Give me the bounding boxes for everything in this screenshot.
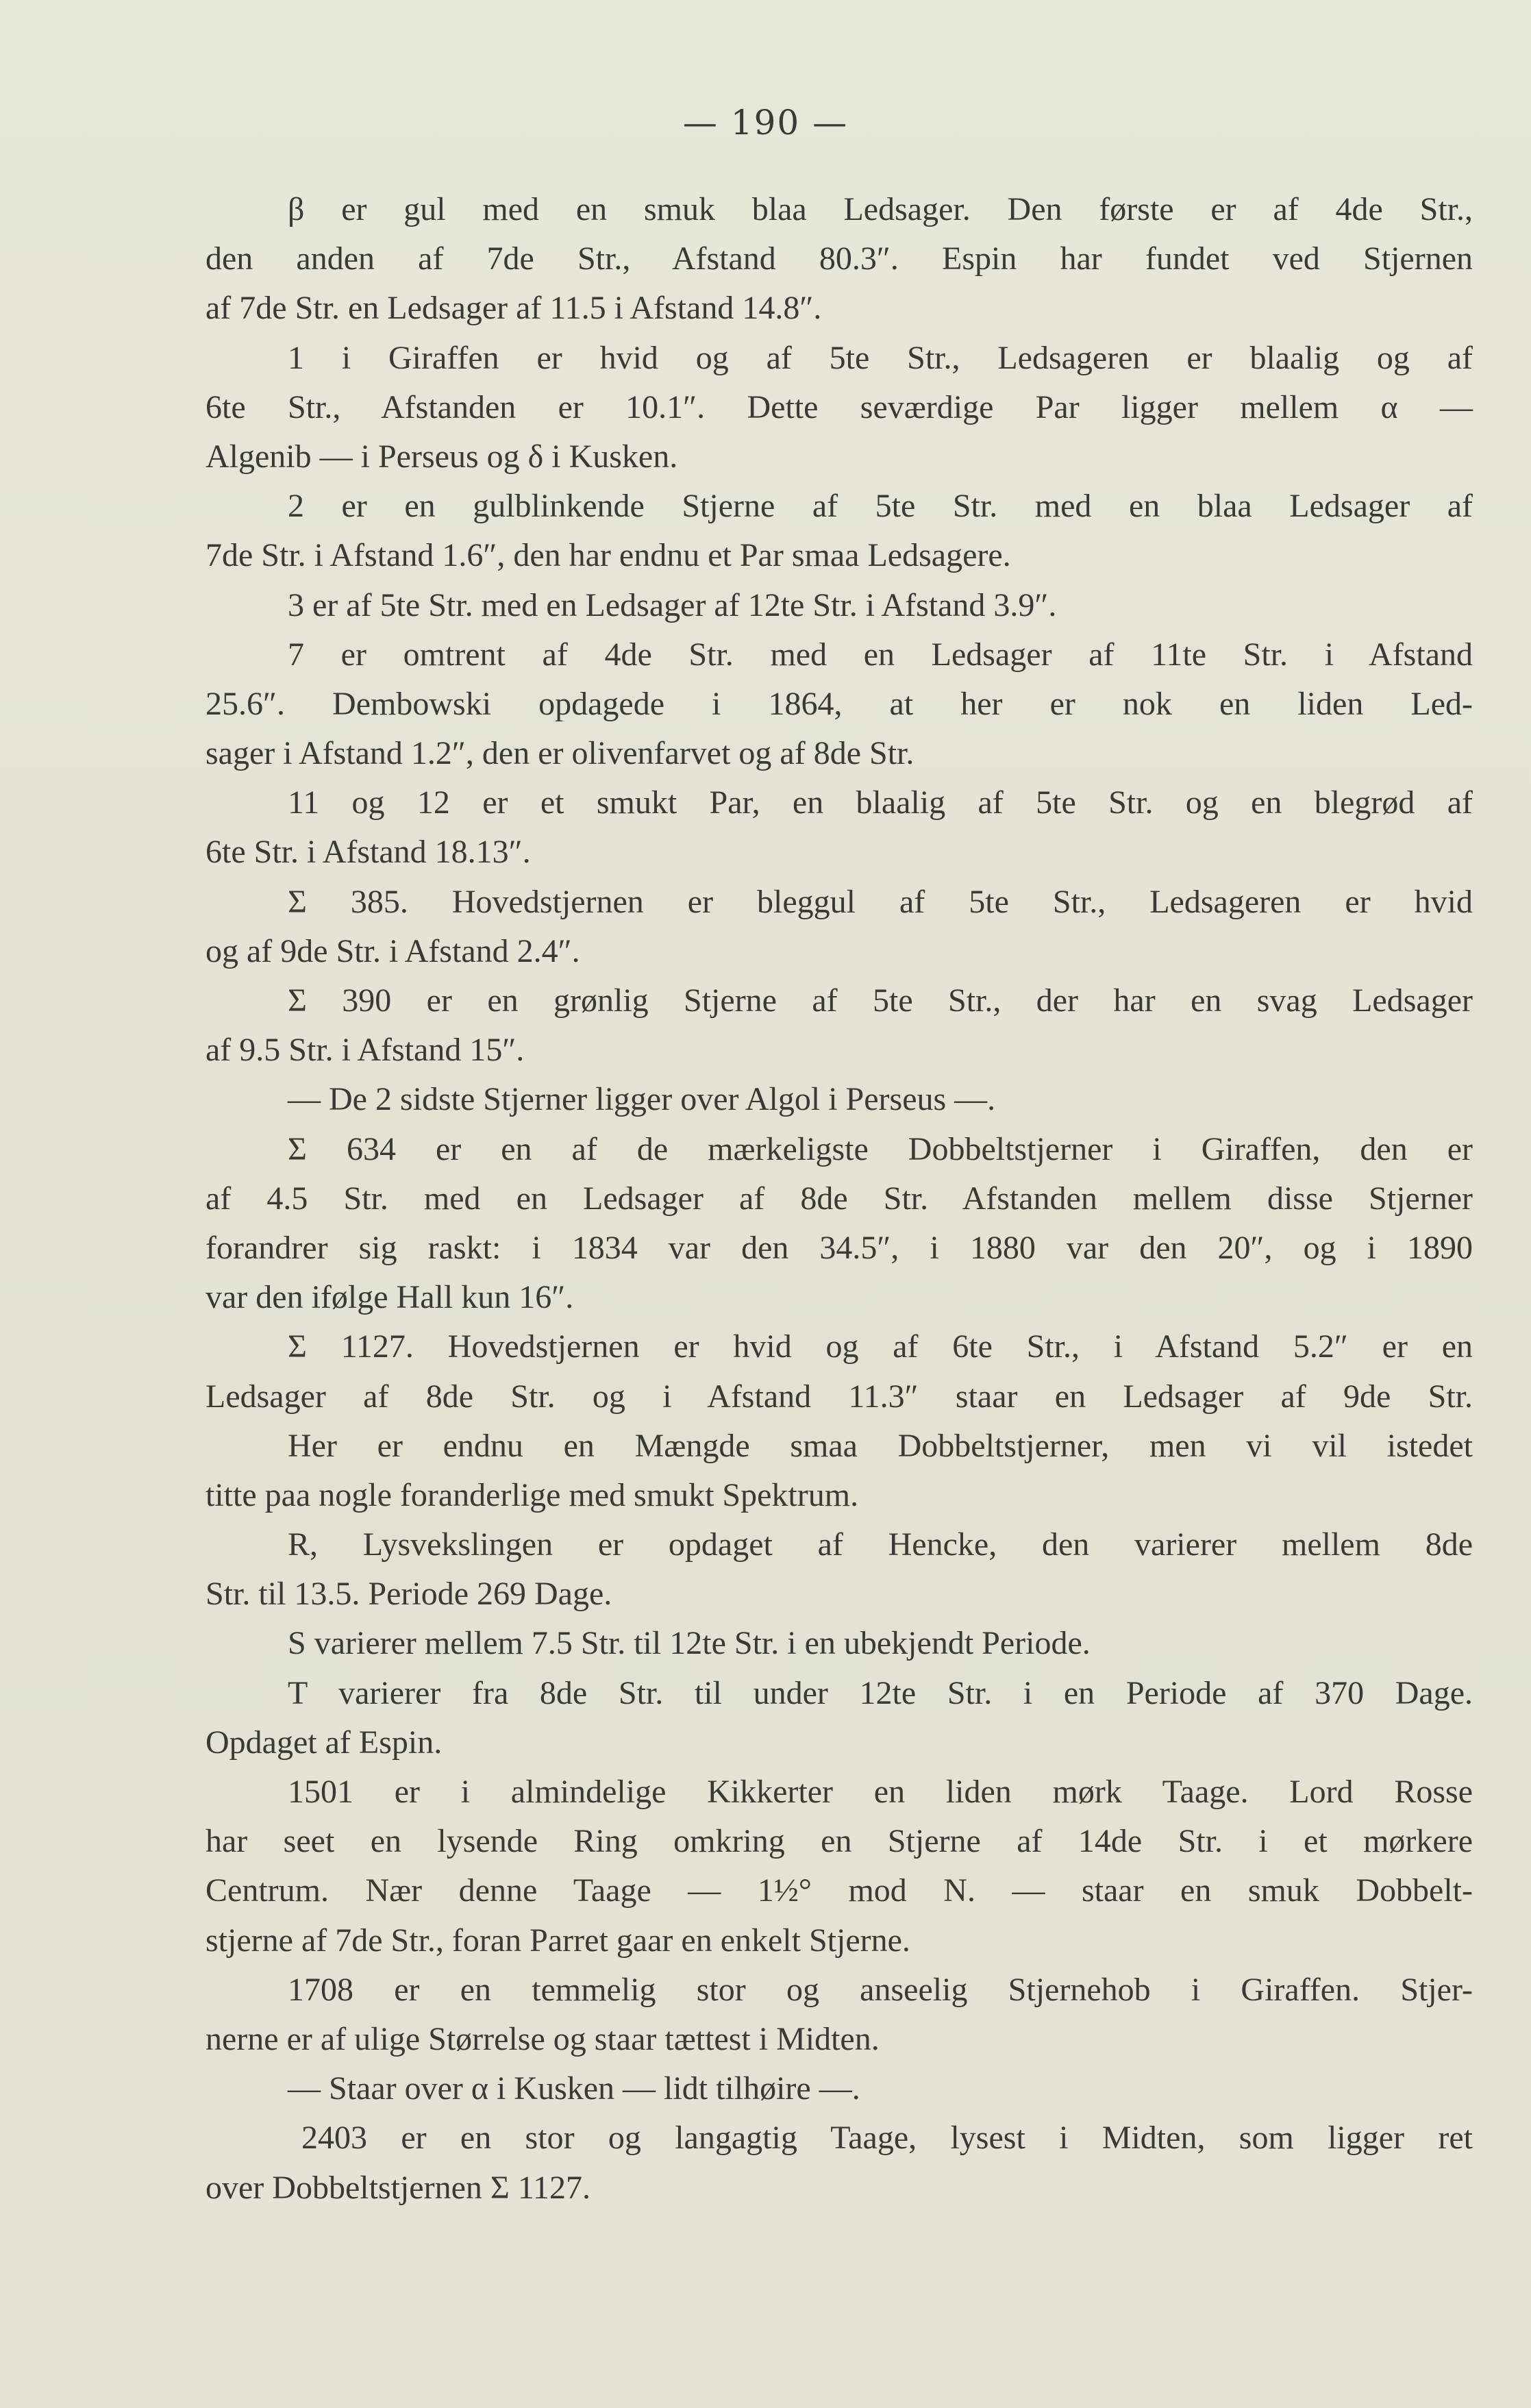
text-line: forandrer sig raskt: i 1834 var den 34.5″, i 1880 var den 20″, og i 1890 (206, 1229, 1473, 1266)
text-line: sager i Afstand 1.2″, den er olivenfarvet og af 8de Str. (206, 735, 914, 772)
text-line: den anden af 7de Str., Afstand 80.3″. Espin har fundet ved Stjernen (206, 240, 1473, 277)
text-line: 25.6″. Dembowski opdagede i 1864, at her er nok en liden Led- (206, 685, 1473, 722)
text-line: har seet en lysende Ring omkring en Stjerne af 14de Str. i et mørkere (206, 1823, 1473, 1860)
text-line: Ledsager af 8de Str. og i Afstand 11.3″ staar en Ledsager af 9de Str. (206, 1378, 1473, 1415)
text-line: og af 9de Str. i Afstand 2.4″. (206, 932, 580, 969)
text-line: 1708 er en temmelig stor og anseelig Stjernehob i Giraffen. Stjer- (288, 1971, 1473, 2008)
text-line: 6te Str. i Afstand 18.13″. (206, 834, 531, 871)
text-line: over Dobbeltstjernen Σ 1127. (206, 2169, 591, 2206)
text-line: Opdaget af Espin. (206, 1724, 443, 1761)
text-line: 3 er af 5te Str. med en Ledsager af 12te Str. i Afstand 3.9″. (288, 586, 1057, 623)
text-line: var den ifølge Hall kun 16″. (206, 1279, 574, 1316)
text-line: 2403 er en stor og langagtig Taage, lysest i Midten, som ligger ret (301, 2120, 1473, 2157)
text-line: af 4.5 Str. med en Ledsager af 8de Str. Afstanden mellem disse Stjerner (206, 1180, 1473, 1217)
text-line: 1501 er i almindelige Kikkerter en liden mørk Taage. Lord Rosse (288, 1774, 1473, 1810)
text-line: Σ 385. Hovedstjernen er bleggul af 5te Str., Ledsageren er hvid (288, 883, 1473, 920)
body-text (206, 185, 1473, 2213)
text-line: Str. til 13.5. Periode 269 Dage. (206, 1576, 612, 1613)
text-line: β er gul med en smuk blaa Ledsager. Den første er af 4de Str., (288, 191, 1473, 227)
text-line: 11 og 12 er et smukt Par, en blaalig af 5te Str. og en blegrød af (288, 784, 1473, 821)
text-line: — De 2 sidste Stjerner ligger over Algol i Perseus —. (288, 1081, 996, 1118)
text-line: S varierer mellem 7.5 Str. til 12te Str. i en ubekjendt Periode. (288, 1625, 1091, 1662)
text-line: 1 i Giraffen er hvid og af 5te Str., Ledsageren er blaalig og af (288, 339, 1473, 376)
text-line: 7 er omtrent af 4de Str. med en Ledsager af 11te Str. i Afstand (288, 636, 1473, 673)
text-line: af 9.5 Str. i Afstand 15″. (206, 1032, 525, 1069)
text-line: 2 er en gulblinkende Stjerne af 5te Str. med en blaa Ledsager af (288, 488, 1473, 525)
text-line: R, Lysvekslingen er opdaget af Hencke, den varierer mellem 8de (288, 1526, 1473, 1563)
text-line: Her er endnu en Mængde smaa Dobbeltstjerner, men vi vil istedet (288, 1427, 1473, 1464)
text-line: Algenib — i Perseus og δ i Kusken. (206, 438, 678, 475)
text-line: — Staar over α i Kusken — lidt tilhøire —. (288, 2070, 860, 2107)
text-line: Σ 634 er en af de mærkeligste Dobbeltstjerner i Giraffen, den er (288, 1130, 1473, 1167)
text-line: af 7de Str. en Ledsager af 11.5 i Afstand 14.8″. (206, 290, 822, 327)
text-line: Centrum. Nær denne Taage — 1½° mod N. — staar en smuk Dobbelt- (206, 1872, 1473, 1909)
text-line: Σ 1127. Hovedstjernen er hvid og af 6te Str., i Afstand 5.2″ er en (288, 1328, 1473, 1365)
text-line: stjerne af 7de Str., foran Parret gaar en enkelt Stjerne. (206, 1922, 910, 1959)
text-line: nerne er af ulige Størrelse og staar tættest i Midten. (206, 2020, 880, 2057)
text-line: Σ 390 er en grønlig Stjerne af 5te Str., der har en svag Ledsager (288, 982, 1473, 1019)
text-line: 7de Str. i Afstand 1.6″, den har endnu et Par smaa Ledsagere. (206, 537, 1011, 574)
text-line: 6te Str., Afstanden er 10.1″. Dette seværdige Par ligger mellem α — (206, 388, 1473, 425)
text-line: T varierer fra 8de Str. til under 12te Str. i en Periode af 370 Dage. (288, 1674, 1473, 1711)
page-number: — 190 — (682, 103, 849, 142)
text-line: titte paa nogle foranderlige med smukt Spektrum. (206, 1476, 859, 1513)
